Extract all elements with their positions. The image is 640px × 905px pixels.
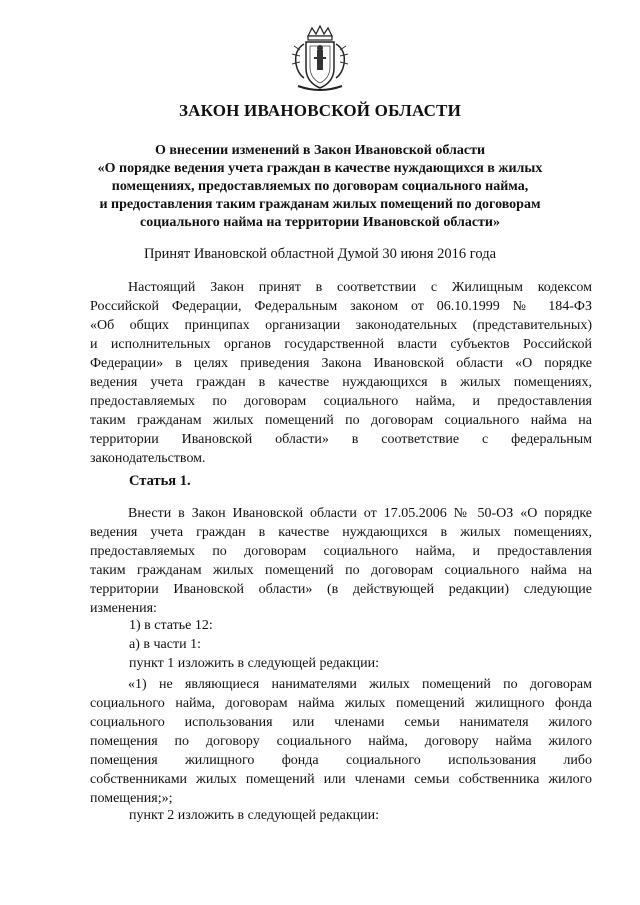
quoted-amendment	[90, 675, 592, 808]
quote-line: помещения по договору социального найма, договору найма жилого	[90, 734, 592, 749]
quote-line: помещения жилищного фонда социального использования либо	[90, 753, 592, 768]
article-intro-line: Внести в Закон Ивановской области от 17.05.2006 № 50-ОЗ «О порядке	[128, 506, 592, 521]
preamble-line: законодательством.	[90, 451, 206, 466]
article-intro-line: предоставляемых по договорам социального найма, и предоставления	[90, 544, 592, 559]
point-1-instruction: пункт 1 изложить в следующей редакции:	[129, 656, 379, 671]
preamble-line: таким гражданам жилых помещений по договорам социального найма на	[90, 413, 592, 428]
preamble-line: Федерации» в целях приведения Закона Ивановской области «О порядке	[90, 356, 592, 371]
quote-line: социального найма, договорам найма жилых помещений жилищного фонда	[90, 696, 592, 711]
adoption-note: Принят Ивановской областной Думой 30 июня 2016 года	[143, 246, 497, 262]
preamble-line: и исполнительных органов государственной власти субъектов Российской	[90, 337, 592, 352]
article-heading: Статья 1.	[129, 473, 191, 489]
list-item-1: 1) в статье 12:	[129, 618, 213, 633]
preamble-line: Настоящий Закон принят в соответствии с Жилищным кодексом	[128, 280, 592, 295]
article-intro-line: территории Ивановской области» (в действующей редакции) следующие	[90, 582, 592, 597]
quote-line: собственниками жилых помещений или членами семьи собственника жилого	[90, 772, 592, 787]
subtitle-line: «О порядке ведения учета граждан в качестве нуждающихся в жилых	[97, 161, 543, 176]
law-title: ЗАКОН ИВАНОВСКОЙ ОБЛАСТИ	[178, 101, 462, 120]
quote-line: «1) не являющиеся нанимателями жилых помещений по договорам	[128, 677, 592, 692]
subtitle-line: и предоставления таким гражданам жилых помещений по договорам	[99, 197, 541, 212]
subtitle-line: помещениях, предоставляемых по договорам социального найма,	[111, 179, 529, 194]
preamble-line: ведения учета граждан в качестве нуждающихся в жилых помещениях,	[90, 375, 592, 390]
coat-of-arms-emblem	[288, 24, 352, 94]
point-2-instruction: пункт 2 изложить в следующей редакции:	[129, 808, 379, 823]
preamble-line: «Об общих принципах организации законодательных (представительных)	[90, 318, 592, 333]
subtitle-line: О внесении изменений в Закон Ивановской области	[154, 143, 486, 158]
subtitle-line: социального найма на территории Ивановской области»	[139, 215, 500, 230]
law-subtitle	[0, 142, 640, 232]
quote-line: социального использования или членами семьи нанимателя жилого	[90, 715, 592, 730]
preamble-paragraph	[90, 278, 592, 468]
article-intro-line: ведения учета граждан в качестве нуждающихся в жилых помещениях,	[90, 525, 592, 540]
preamble-line: Российской Федерации, Федеральным законом от 06.10.1999 № 184-ФЗ	[90, 299, 592, 314]
preamble-line: предоставляемых по договорам социального найма, и предоставления	[90, 394, 592, 409]
article-intro-paragraph	[90, 504, 592, 618]
list-item-a: а) в части 1:	[129, 637, 201, 652]
article-intro-line: таким гражданам жилых помещений по договорам социального найма на	[90, 563, 592, 578]
preamble-line: территории Ивановской области» в соответствие с федеральным	[90, 432, 592, 447]
quote-line: помещения;»;	[90, 791, 173, 806]
article-intro-line: изменения:	[90, 601, 157, 616]
